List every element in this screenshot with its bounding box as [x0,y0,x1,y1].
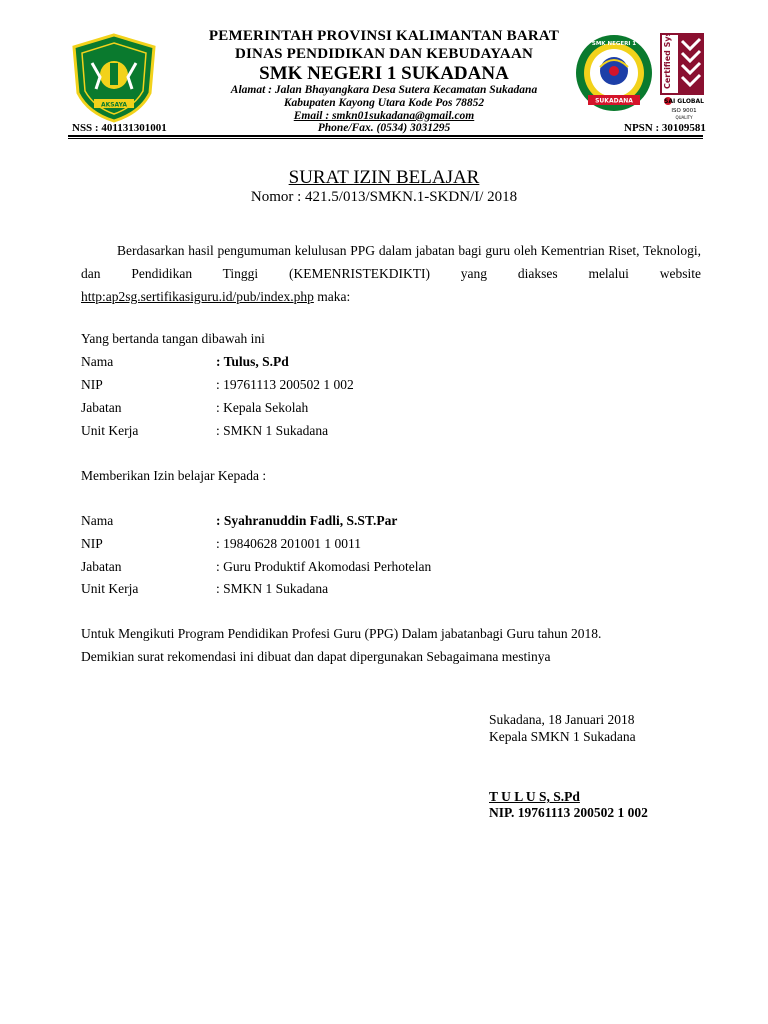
field-label: NIP [81,377,103,392]
signer-intro: Yang bertanda tangan dibawah ini [81,331,265,346]
signer-position-row [81,400,308,416]
field-label: Unit Kerja [81,423,139,438]
field-value: : Guru Produktif Akomodasi Perhotelan [216,559,432,574]
signer-name-row [81,354,289,370]
cert-brand: SAI GLOBAL [664,98,704,105]
left-logo-caption: AKSAYA [100,101,128,109]
cert-vertical-text: Certified System [663,33,672,89]
field-value: : Syahranuddin Fadli, S.ST.Par [216,513,398,528]
letterhead-school-name: SMK NEGERI 1 SUKADANA [259,63,509,84]
grant-intro: Memberikan Izin belajar Kepada : [81,468,267,483]
field-value: : SMKN 1 Sukadana [216,581,329,596]
field-label: Jabatan [81,559,122,574]
closing-text: Demikian surat rekomendasi ini dibuat dan dapat dipergunakan Sebagaimana mestinya [81,649,551,664]
field-label: Nama [81,513,114,528]
field-label: NIP [81,536,103,551]
field-label: Unit Kerja [81,581,139,596]
nss-number: NSS : 401131301001 [72,122,167,134]
recipient-position-row [81,559,431,575]
right-logo-banner: SUKADANA [595,97,633,105]
field-value: : 19761113 200502 1 002 [216,377,354,392]
intro-text: Berdasarkan hasil pengumuman kelulusan PPG dalam jabatan bagi guru oleh Kementrian Riset, Teknologi, dan Pendidikan Tinggi (KEMENRISTEKDIKTI) yang diakses melalui website [81,243,701,281]
signer-name: T U L U S, S.Pd [489,789,580,804]
letterhead-email[interactable]: Email : smkn01sukadana@gmail.com [293,110,475,122]
signer-title: Kepala SMKN 1 Sukadana [489,729,636,744]
document-title: SURAT IZIN BELAJAR [288,167,480,188]
field-label: Jabatan [81,400,122,415]
field-value: : Kepala Sekolah [216,400,309,415]
purpose-text: Untuk Mengikuti Program Pendidikan Profesi Guru (PPG) Dalam jabatanbagi Guru tahun 2018. [81,626,602,641]
recipient-nip-row [81,536,361,552]
letterhead-phone: Phone/Fax. (0534) 3031295 [317,122,451,134]
intro-paragraph [81,239,701,308]
cert-quality: QUALITY [675,115,693,120]
letterhead-rule-thin [68,138,703,139]
field-value: : 19840628 201001 1 0011 [216,536,361,551]
signer-nip: NIP. 19761113 200502 1 002 [489,805,648,820]
right-logo-ring-text: SMK NEGERI 1 [591,41,637,47]
letterhead-government: PEMERINTAH PROVINSI KALIMANTAN BARAT [208,28,560,44]
letterhead-address-line1: Alamat : Jalan Bhayangkara Desa Sutera Kecamatan Sukadana [230,84,538,96]
field-value: : SMKN 1 Sukadana [216,423,329,438]
field-value: : Tulus, S.Pd [216,354,289,369]
npsn-number: NPSN : 30109581 [624,122,706,134]
field-label: Nama [81,354,114,369]
signer-unit-row [81,423,328,439]
website-link[interactable]: http:ap2sg.sertifikasiguru.id/pub/index.php [81,289,314,304]
place-date: Sukadana, 18 Januari 2018 [489,712,635,727]
intro-tail: maka: [313,289,351,304]
letterhead-address-line2: Kabupaten Kayong Utara Kode Pos 78852 [283,97,485,109]
document-number: Nomor : 421.5/013/SMKN.1-SKDN/I/ 2018 [250,189,518,205]
recipient-name-row [81,513,397,529]
recipient-unit-row [81,581,328,597]
cert-iso: ISO 9001 [671,108,697,114]
letterhead-rule-thick [68,135,703,137]
signer-nip-row [81,377,354,393]
letterhead-department: DINAS PENDIDIKAN DAN KEBUDAYAAN [234,46,534,62]
